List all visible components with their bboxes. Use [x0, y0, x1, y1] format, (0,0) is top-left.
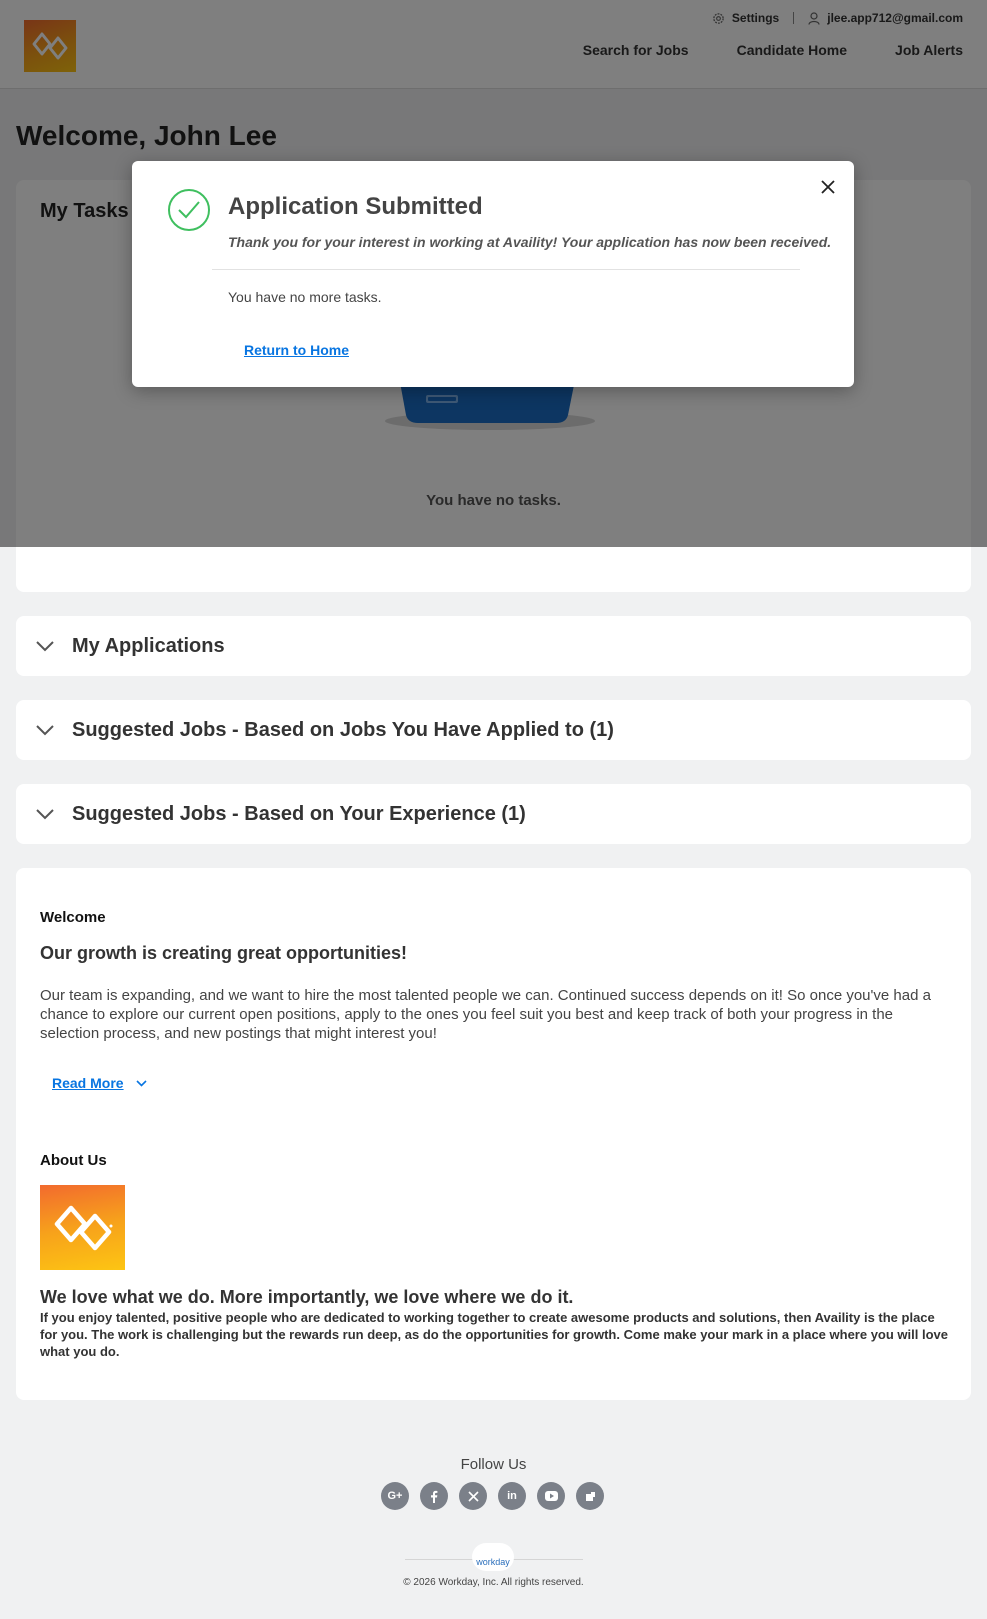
chevron-down-icon — [34, 641, 56, 652]
dialog-message: You have no more tasks. — [228, 289, 382, 305]
check-circle-icon — [167, 188, 211, 237]
workday-logo — [472, 1543, 514, 1571]
glassdoor-icon[interactable] — [576, 1482, 604, 1510]
linkedin-icon[interactable]: in — [498, 1482, 526, 1510]
google-plus-icon[interactable]: G+ — [381, 1482, 409, 1510]
about-paragraph: If you enjoy talented, positive people who are dedicated to working together to create awesome products and solutions, then Availity is the place for you. The work is challenging but the rewards run deep, as do the opportunities for growth. Come make your mark in a place where you will love what you do. — [40, 1310, 949, 1359]
chevron-down-icon — [136, 1080, 147, 1087]
chevron-down-icon — [34, 809, 56, 820]
chevron-down-icon — [34, 725, 56, 736]
read-more-button[interactable] — [52, 1075, 147, 1091]
x-icon[interactable] — [459, 1482, 487, 1510]
about-heading: About Us — [40, 1152, 107, 1169]
close-icon[interactable] — [816, 175, 840, 199]
welcome-heading: Welcome — [40, 909, 106, 926]
dialog-title: Application Submitted — [228, 193, 483, 220]
workday-logo-text: workday — [476, 1557, 510, 1567]
love-heading: We love what we do. More importantly, we love where we do it. — [40, 1287, 574, 1307]
accordion-suggested-jobs-experience[interactable] — [16, 784, 971, 844]
availity-logo-large — [40, 1185, 125, 1270]
welcome-info-card — [16, 868, 971, 1400]
read-more-label: Read More — [52, 1075, 124, 1091]
growth-heading: Our growth is creating great opportunities! — [40, 943, 408, 963]
facebook-icon[interactable] — [420, 1482, 448, 1510]
return-to-home-link[interactable]: Return to Home — [244, 342, 349, 358]
team-paragraph: Our team is expanding, and we want to hire the most talented people we can. Continued success depends on it! So once you've had a chance to explore our current open positions, apply to the ones you feel suit you best and keep track of both your progress in the selection process, and new postings that might interest you! — [40, 987, 931, 1042]
accordion-suggested-jobs-applied[interactable] — [16, 700, 971, 760]
dialog-divider — [212, 269, 800, 270]
dialog-subtitle: Thank you for your interest in working at Availity! Your application has now been received. — [228, 234, 832, 250]
accordion-my-applications[interactable] — [16, 616, 971, 676]
social-links — [381, 1482, 615, 1510]
youtube-icon[interactable] — [537, 1482, 565, 1510]
accordion-label: Suggested Jobs - Based on Jobs You Have Applied to (1) — [72, 718, 614, 741]
accordion-label: Suggested Jobs - Based on Your Experience (1) — [72, 802, 526, 825]
application-submitted-dialog — [132, 161, 854, 387]
follow-us-label: Follow Us — [460, 1456, 527, 1473]
accordion-label: My Applications — [72, 634, 225, 657]
copyright-text: © 2026 Workday, Inc. All rights reserved. — [403, 1577, 584, 1588]
